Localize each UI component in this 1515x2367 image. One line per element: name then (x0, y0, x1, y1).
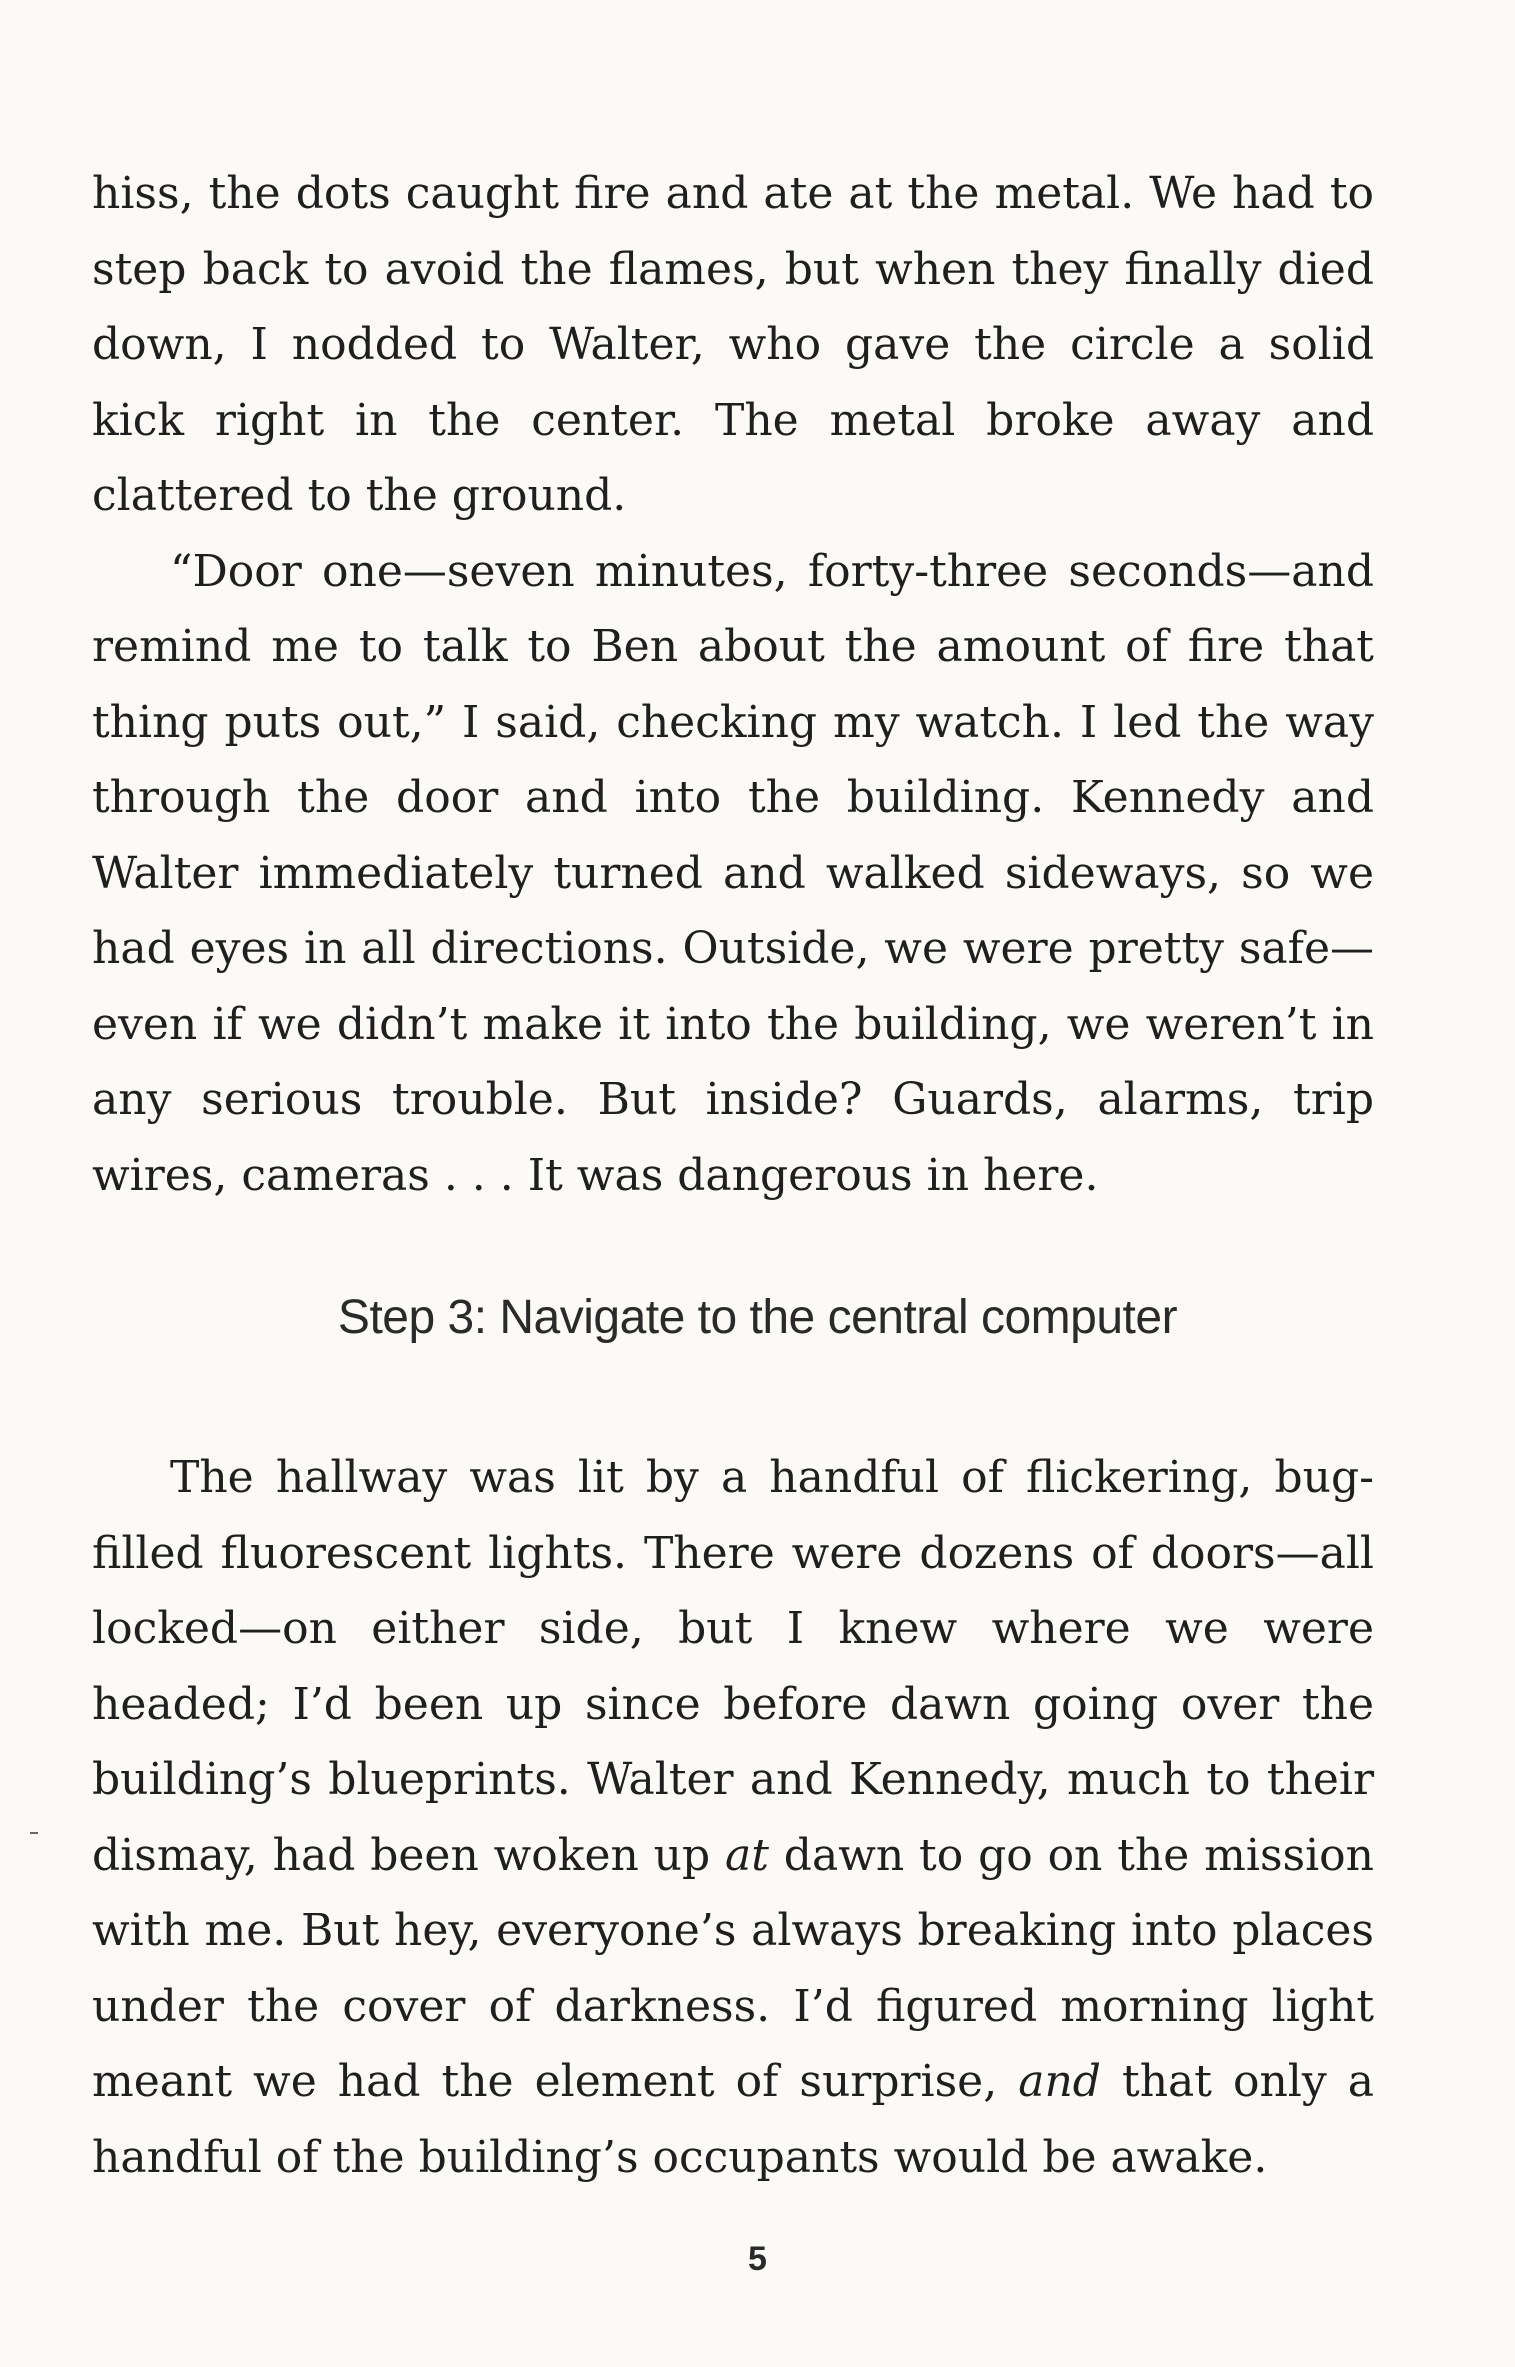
paragraph-door-one: “Door one—seven minutes, forty-three seconds—and remind me to talk to Ben about the amount of fire that thing puts out,” I said, checking my watch. I led the way through the door and into the building. Kennedy and Walter immediately turned and walked sideways, so we had eyes in all directions. Outside, we were pretty safe—even if we didn’t make it into the building, we weren’t in any serious trouble. But inside? Guards, alarms, trip wires, cameras . . . It was dangerous in here. (92, 545, 1374, 1201)
paragraph-hallway (92, 1440, 1374, 2195)
top-text-block (92, 156, 1374, 1213)
paragraph-continued: hiss, the dots caught fire and ate at the metal. We had to step back to avoid the flames, but when they finally died down, I nodded to Walter, who gave the circle a solid kick right in the center. The metal broke away and clattered to the ground. (92, 168, 1374, 521)
bottom-text-block (92, 1440, 1374, 2195)
hallway-text-part-1: The hallway was lit by a handful of flickering, bug-filled fluorescent lights. There were dozens of doors—all locked—on either side, but I knew where we were headed; I’d been up since before dawn going over the building’s blueprints. Walter and Kennedy, much to their dismay, had been woken up (92, 1452, 1374, 1881)
emphasis-and: and (1018, 2056, 1101, 2107)
margin-mark (30, 1832, 38, 1834)
hallway-text-part-3: that only a handful of the building’s occupants would be awake. (92, 2056, 1374, 2183)
hallway-text-part-2: dawn to go on the mission with me. But hey, everyone’s always breaking into places under the cover of darkness. I’d figured morning light meant we had the element of surprise, (92, 1829, 1375, 2107)
step-subheading: Step 3: Navigate to the central computer (337, 1291, 1178, 1344)
emphasis-at: at (725, 1829, 769, 1881)
page-number: 5 (748, 2240, 767, 2278)
